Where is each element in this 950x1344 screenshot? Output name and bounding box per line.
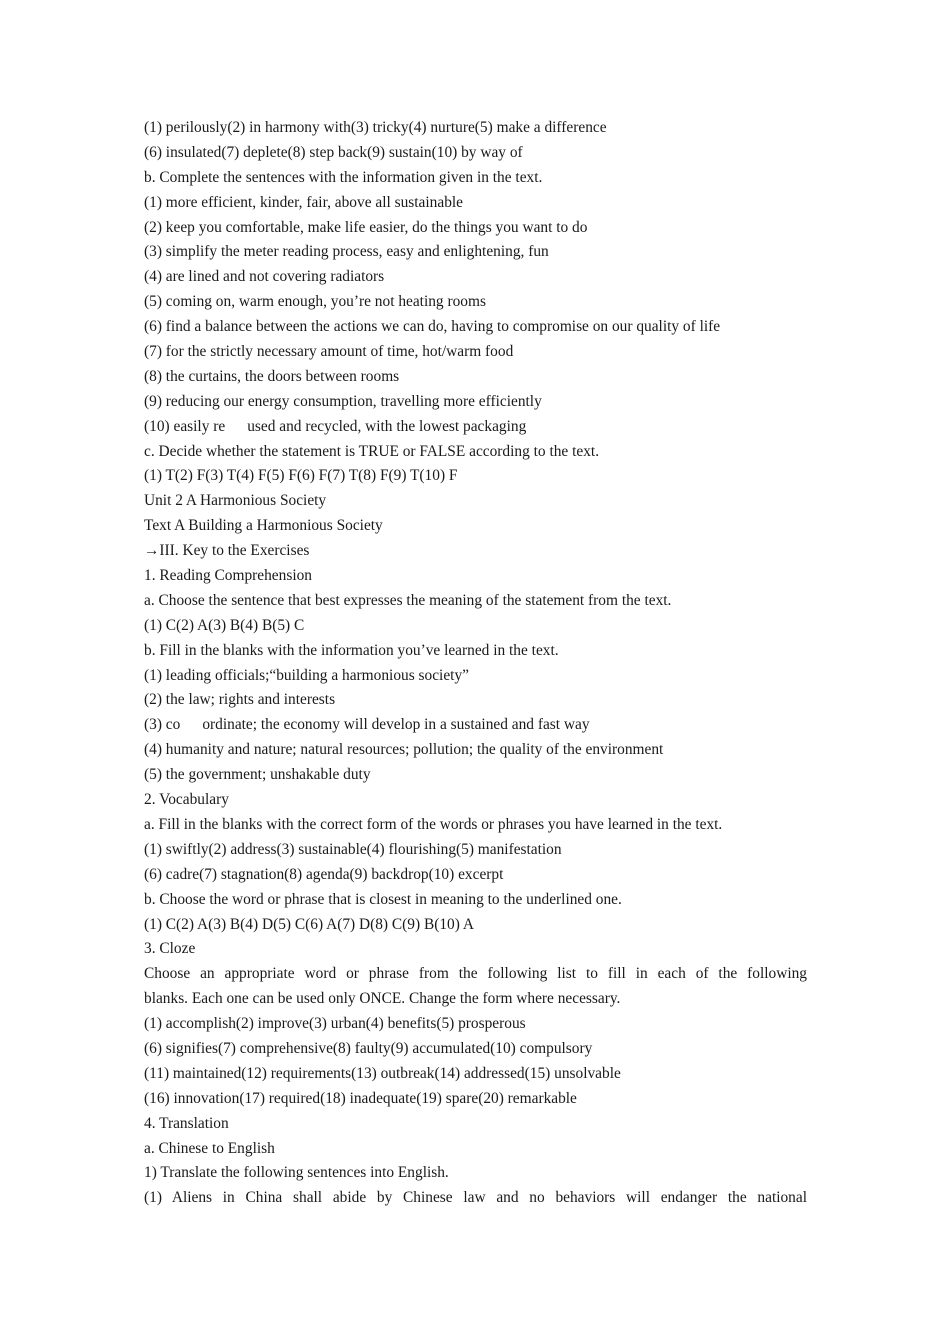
text-line: (16) innovation(17) required(18) inadequate(19) spare(20) remarkable — [144, 1089, 577, 1107]
text-line: (5) the government; unshakable duty — [144, 766, 371, 784]
text-line: (6) cadre(7) stagnation(8) agenda(9) backdrop(10) excerpt — [144, 865, 504, 883]
text-line: (9) reducing our energy consumption, travelling more efficiently — [144, 392, 542, 410]
unit-heading: Unit 2 A Harmonious Society — [144, 492, 327, 510]
section-heading: 1. Reading Comprehension — [144, 567, 312, 585]
text-line: (1) more efficient, kinder, fair, above all sustainable — [144, 193, 463, 211]
text-line: a. Chinese to English — [144, 1139, 275, 1157]
text-line: (4) are lined and not covering radiators — [144, 268, 385, 286]
text-line: (6) insulated(7) deplete(8) step back(9) sustain(10) by way of — [144, 143, 523, 161]
text-line: (1) perilously(2) in harmony with(3) tricky(4) nurture(5) make a difference — [144, 119, 607, 136]
text-line: c. Decide whether the statement is TRUE or FALSE according to the text. — [144, 442, 600, 460]
text-line: (7) for the strictly necessary amount of time, hot/warm food — [144, 343, 514, 361]
text-heading: Text A Building a Harmonious Society — [144, 517, 383, 535]
text-line — [144, 415, 807, 440]
text-line: (6) find a balance between the actions we can do, having to compromise on our quality of life — [144, 318, 721, 336]
text-fragment: (10) easily re — [144, 417, 226, 435]
text-line: (6) signifies(7) comprehensive(8) faulty(9) accumulated(10) compulsory — [144, 1039, 593, 1057]
text-line: (1) accomplish(2) improve(3) urban(4) benefits(5) prosperous — [144, 1015, 526, 1033]
text-line: a. Fill in the blanks with the correct form of the words or phrases you have learned in the text. — [144, 815, 723, 833]
text-line: b. Fill in the blanks with the information you’ve learned in the text. — [144, 641, 559, 659]
text-line: (1) leading officials;“building a harmonious society” — [144, 666, 469, 684]
text-line: b. Choose the word or phrase that is closest in meaning to the underlined one. — [144, 890, 622, 908]
section-heading: 3. Cloze — [144, 940, 196, 958]
text-line: (2) the law; rights and interests — [144, 691, 336, 709]
text-line: a. Choose the sentence that best expresses the meaning of the statement from the text. — [144, 591, 672, 609]
text-line: (11) maintained(12) requirements(13) outbreak(14) addressed(15) unsolvable — [144, 1064, 621, 1082]
text-fragment: used and recycled, with the lowest packaging — [247, 417, 527, 435]
text-line: (5) coming on, warm enough, you’re not heating rooms — [144, 293, 486, 311]
section-heading: →III. Key to the Exercises — [144, 542, 310, 560]
text-line — [144, 713, 807, 738]
text-line: (1) Aliens in China shall abide by Chinese law and no behaviors will endanger the national — [144, 1189, 807, 1207]
text-fragment: ordinate; the economy will develop in a sustained and fast way — [202, 716, 590, 734]
text-line: b. Complete the sentences with the information given in the text. — [144, 168, 543, 186]
text-line: (1) swiftly(2) address(3) sustainable(4) flourishing(5) manifestation — [144, 840, 562, 858]
text-fragment: (3) co — [144, 716, 181, 734]
section-heading: 2. Vocabulary — [144, 791, 229, 809]
text-line: (3) simplify the meter reading process, easy and enlightening, fun — [144, 243, 549, 261]
text-line: (1) C(2) A(3) B(4) B(5) C — [144, 616, 305, 634]
text-line: (1) T(2) F(3) T(4) F(5) F(6) F(7) T(8) F(9) T(10) F — [144, 467, 458, 485]
cloze-instructions-line: Choose an appropriate word or phrase from the following list to fill in each of the following — [144, 965, 807, 983]
cloze-instructions-line: blanks. Each one can be used only ONCE. Change the form where necessary. — [144, 990, 621, 1008]
document-page — [144, 116, 807, 1211]
text-line: (4) humanity and nature; natural resources; pollution; the quality of the environment — [144, 741, 664, 759]
text-line: (2) keep you comfortable, make life easier, do the things you want to do — [144, 218, 588, 236]
section-heading: 4. Translation — [144, 1114, 229, 1132]
text-line: (1) C(2) A(3) B(4) D(5) C(6) A(7) D(8) C(9) B(10) A — [144, 915, 474, 933]
text-line: (8) the curtains, the doors between rooms — [144, 367, 400, 385]
text-line: 1) Translate the following sentences into English. — [144, 1164, 449, 1182]
